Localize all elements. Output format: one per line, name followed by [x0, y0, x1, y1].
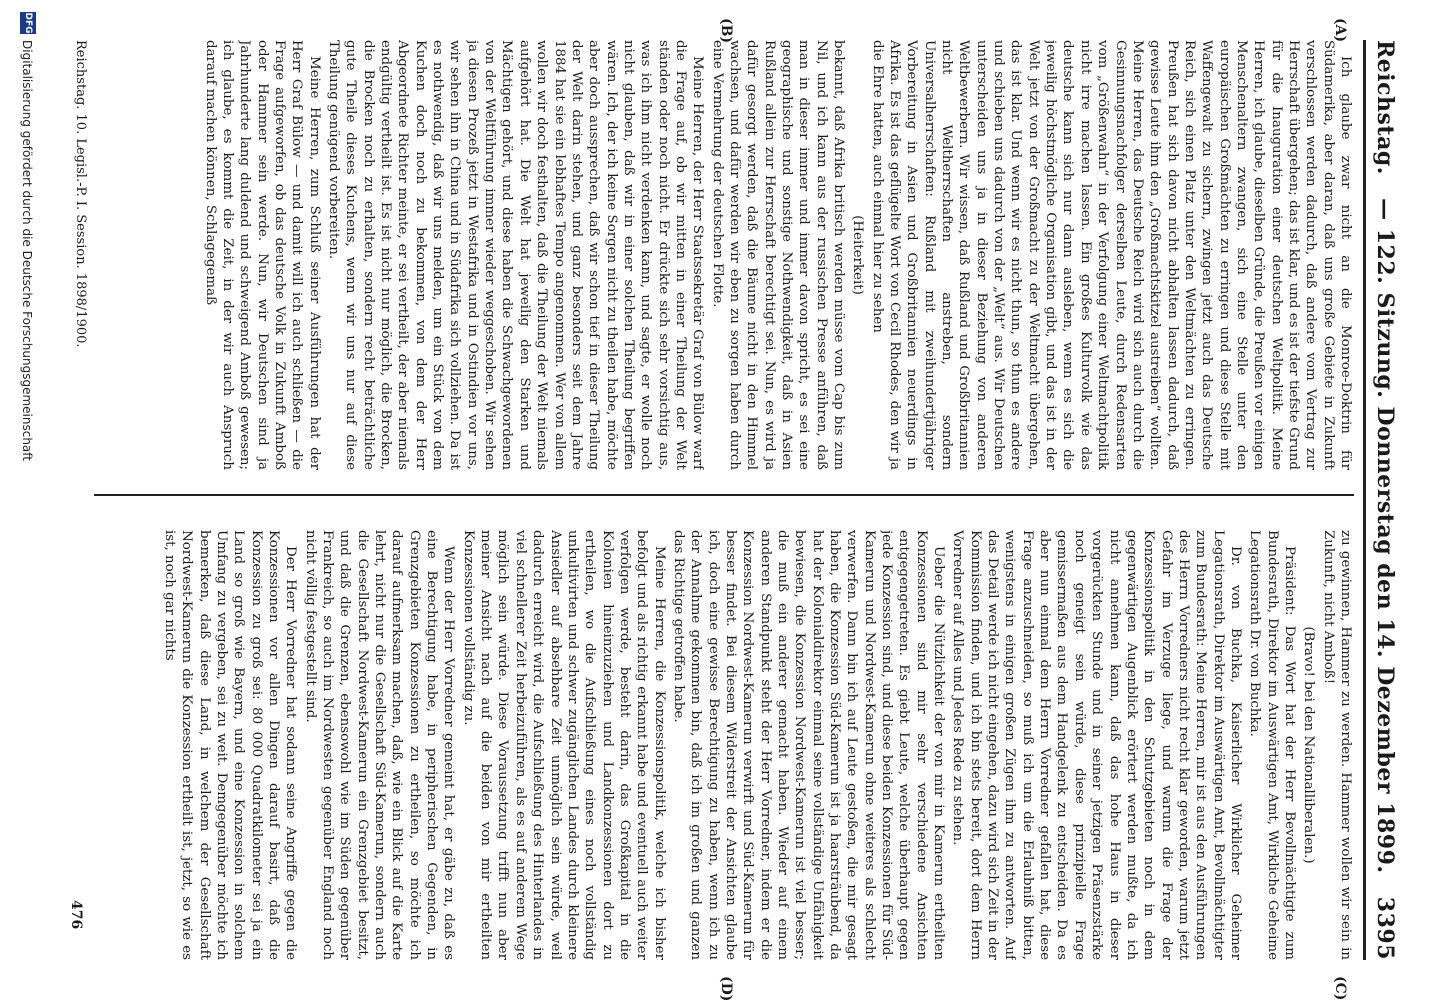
paragraph: Wenn der Herr Vorredner gemeint hat, er gäbe zu, daß es eine Berechtigung habe, in peripherischen Gegenden, in Grenzgebieten Konzessionen zu ertheilen, so möchte ich darauf aufmerksam machen, daß, wie ein Blick auf die Karte lehrt, nicht nur die Gesellschaft Süd-Kamerun, sondern auch die Gesellschaft Nordwest-Kamerun ein Grenzgebiet besitzt, und daß die Grenzen, ebensowohl wie im Süden gegenüber Frankreich, so auch im Nordwesten gegenüber England noch nicht völlig festgestellt sind.	[302, 530, 457, 960]
paragraph: zu gewinnen, Hammer zu werden. Hammer wollen wir sein in Zukunft, nicht Amboß!	[1320, 530, 1353, 960]
margin-marker-a: (A)	[1332, 18, 1348, 43]
margin-marker-d: (D)	[718, 976, 734, 1001]
paragraph: Ich glaube zwar nicht an die Monroe-Doktrin für Südamerika, aber daran, daß uns große Gebiete in Zukunft verschlossen werden dadurch, daß andere vom Vertrag zur Herrschaft übergehen; das ist klar, und es ist der tiefste Grund für die Inauguration einer deutschen Weltpolitik. Meine Herren, ich glaube, dieselben Gründe, die Preußen vor einigen Menschenaltern zwangen, sich eine Stelle unter den europäischen Großmächten zu erringen und diese Stelle mit Waffengewalt zu sichern, zwingen jetzt auch das Deutsche Reich, sich einen Platz unter den Weltmächten zu erringen. Preußen hat sich davon nicht abhalten lassen dadurch, daß gewisse Leute ihm den „Großmachtskitzel austreiben“ wollten. Meine Herren, das Deutsche Reich wird sich auch durch die Gesinnungsnachfolger derselben Leute, durch Redensarten vom „Größenwahn“ in der Verfolgung einer Weltmachtpolitik nicht irre machen lassen. Ein großes Kulturvolk wie das deutsche kann sich nur dann ausleben, wenn es sich die jeweilig höchstmögliche Organisation gibt, und das ist in der Welt jetzt von der Großmacht zu der Weltmacht übergehen, das ist klar. Und wenn wir es nicht thun, so thun es andere und schieben uns dadurch von der „Welt“ aus. Wir Deutschen unterscheiden uns ja in dieser Beziehung von anderen Weltbewerbern. Wir wissen, daß Rußland und Großbritannien nicht Weltherrschaften anstreben, sondern Universalherrschaften: Rußland mit zweihundertjähriger Vorbereitung in Asien und Großbritannien neuerdings in Afrika. Es ist das geflügelte Wort von Cecil Rhodes, den wir ja die Ehre hatten, auch einmal hier zu sehen	[869, 40, 1353, 470]
page-footer	[73, 40, 88, 470]
header-rule	[1363, 40, 1366, 960]
margin-marker-b: (B)	[718, 18, 734, 44]
paragraph: Der Herr Vorredner hat sodann seine Angriffe gegen die Konzessionen vor allen Dingen darauf basirt, daß die Konzession zu groß sei: 80 000 Quadratkilometer sei ja ein Land so groß wie Bayern, und eine Konzession in solchem Umfang zu vergeben, sei zu weit. Demgegenüber möchte ich bemerken, daß diese Land, in welchem der Gesellschaft Nordwest-Kamerun die Konzession ertheilt ist, jetzt, so wie es ist, noch gar nichts	[161, 530, 299, 960]
interjection: (Heiterkeit)	[850, 215, 866, 295]
footer-citation: Reichstag. 10. Legisl.-P. I. Session. 1898/1900.	[73, 40, 88, 348]
header-page-number: 3395	[1372, 896, 1398, 960]
digitization-credit: Digitalisierung gefördert durch die Deutsche Forschungsgemeinschaft	[20, 40, 34, 462]
paragraph: Meine Herren, zum Schluß seiner Ausführungen hat der Herr Graf Bülow — und damit will ich auch schließen — die Frage aufgeworfen, ob das deutsche Volk in Zukunft Amboß oder Hammer sein werde. Nun, wir Deutschen sind ja Jahrhunderte lang duldend und schweigend Amboß gewesen; ich glaube, es kommt die Zeit, in der wir auch Anspruch darauf machen können, Schlagegemaß	[202, 40, 322, 470]
left-column	[94, 40, 1354, 470]
column-divider	[94, 494, 1354, 496]
dfg-logo: DFG	[20, 12, 36, 34]
margin-marker-c: (C)	[1332, 976, 1348, 1001]
right-column	[94, 530, 1354, 960]
interjection: (Bravo! bei den Nationalliberalen.)	[1301, 626, 1317, 864]
paragraph: Ueber die Nützlichkeit der von mir in Kamerun ertheilten Konzessionen sind mir sehr verschiedene Ansichten entgegengetreten. Es giebt Leute, welche überhaupt gegen jede Konzession sind, und diese beiden Konzessionen für Süd-Kamerun und Nordwest-Kamerun ohne weiteres als schlecht verwerfen. Dann bin ich auf Leute gestoßen, die mir gesagt haben, die Konzession Süd-Kamerun ist ja haarsträubend, da hat der Kolonialdirektor einmal seine vollständige Unfähigkeit bewiesen, die Konzession Nordwest-Kamerun ist viel besser; die muß ein anderer gemacht haben. Wieder auf einem anderen Standpunkt steht der Herr Vorredner, indem er die Konzession Nordwest-Kamerun verwirft und Süd-Kamerun für besser findet. Bei diesem Widerstreit der Ansichten glaube ich, doch eine gewisse Berechtigung zu haben, wenn ich zu der Annahme gekommen bin, daß ich im großen und ganzen das Richtige getroffen habe.	[670, 530, 947, 960]
paragraph: Meine Herren, der Herr Staatssekretär Graf von Bülow warf die Frage auf, ob wir mitten in einer Theilung der Welt ständen oder noch nicht. Er drückte sich sehr vorsichtig aus, was ich ihm nicht verdenken kann, und sagte, er wolle noch nicht glauben, daß wir in einer solchen Theilung begriffen wären. Ich, der ich keine Sorgen nicht zu theilen habe, möchte aber doch aussprechen, daß wir schon tief in dieser Theilung der Welt darin stehen, und ganz besonders seit dem Jahre 1884 hat sie ein lebhaftes Tempo angenommen. Wer von allem wollen wir doch festhalten, daß die Theilung der Welt niemals aufgehört hat. Die Welt hat jeweilig den Starken und Mächtigen gehört, und diese haben die Schwachgewordenen von der Weltführung immer wieder weggeschoben. Wir sehen ja diesen Prozeß jetzt in Westafrika und in Ostindien vor uns, wir sehen ihn in China und in Südafrika sich vollziehen. Da ist es nothwendig, daß wir uns melden, um ein Stück von dem Kuchen doch noch zu bekommen, von dem der Herr Abgeordnete Richter meinte, er sei vertheilt, der aber niemals endgültig vertheilt ist. Es ist nicht nur möglich, die Brocken, die Brocken noch zu erhalten, sondern recht beträchtliche gute Theile dieses Kuchens, wenn wir uns nur auf diese Theilung genügend vorbereiten.	[326, 40, 706, 470]
header-center: — 122. Sitzung. Donnerstag den 14. Dezember 1899.	[1372, 198, 1398, 874]
paragraph: Meine Herren, die Konzessionspolitik, welche ich bisher befolgt und als richtig erkannt habe und eventuell auch weiter verfolgen werde, besteht darin, das Großkapital in die Kolonien hineinzuziehen und Landkonzessionen dort zu ertheilen, wo die Aufschließung eines noch vollständig unkultivirten und schwer zugänglichen Landes durch kleinere Ansiedler auf absehbare Zeit unmöglich sein würde, weil dadurch erreicht wird, die Aufschließung des Hinterlandes in viel schnellerer Zeit herbeizuführen, als es auf anderem Wege möglich sein würde. Diese Voraussetzung trifft nun aber meiner Ansicht nach auf die beiden von mir ertheilten Konzessionen vollständig zu.	[460, 530, 667, 960]
header-left: Reichstag.	[1372, 40, 1398, 175]
paragraph: Dr. von Buchka, Kaiserlicher Wirklicher Geheimer Legationsrath, Direktor im Auswärtigen Amt, Bevollmächtigter zum Bundesrath: Meine Herren, mir ist aus den Ausführungen des Herrn Vorredners nicht recht klar geworden, warum jetzt Gefahr im Verzuge liege, und warum die Frage der Konzessionspolitik in den Schutzgebieten noch in dem gegenwärtigen Augenblick erörtert werden mußte, da ich nicht annehmen kann, daß das hohe Haus in dieser vorgerückten Stunde und in seiner jetzigen Präsenzstärke noch geneigt sein würde, diese prinzipielle Frage gemissermaßen aus dem Handgelenk zu entscheiden. Da es aber nun einmal dem Herrn Vorredner gefallen hat, diese Frage anzuschneiden, so muß ich um die Erlaubniß bitten, wenigstens in einigen großen Zügen ihm zu antworten. Auf das Detail werde ich nicht eingehen, dazu wird sich Zeit in der Kommission finden, und ich bin stets bereit, dort dem Herrn Vorredner auf Alles und Jedes Rede zu stehen.	[950, 530, 1243, 960]
paragraph: bekannt, daß Afrika britisch werden müsse vom Cap bis zum Nil, und ich kann aus der russischen Presse anführen, daß man in dieser immer und immer davon spricht, es sei eine geographische und sonstige Nothwendigkeit, daß in Asien Rußland allein zur Herrschaft berechtigt sei. Nun, es wird ja dafür gesorgt werden, daß die Bäume nicht in den Himmel wachsen, und dafür werden wir eben zu sorgen haben durch eine Vermehrung der deutschen Flotte.	[709, 40, 847, 470]
page-header	[1372, 40, 1416, 960]
footer-page-number: 476	[68, 900, 84, 930]
paragraph: Präsident: Das Wort hat der Herr Bevollmächtigte zum Bundesrath, Direktor im Auswärtigen Amt, Wirkliche Geheime Legationsrath Dr. von Buchka.	[1247, 530, 1297, 960]
